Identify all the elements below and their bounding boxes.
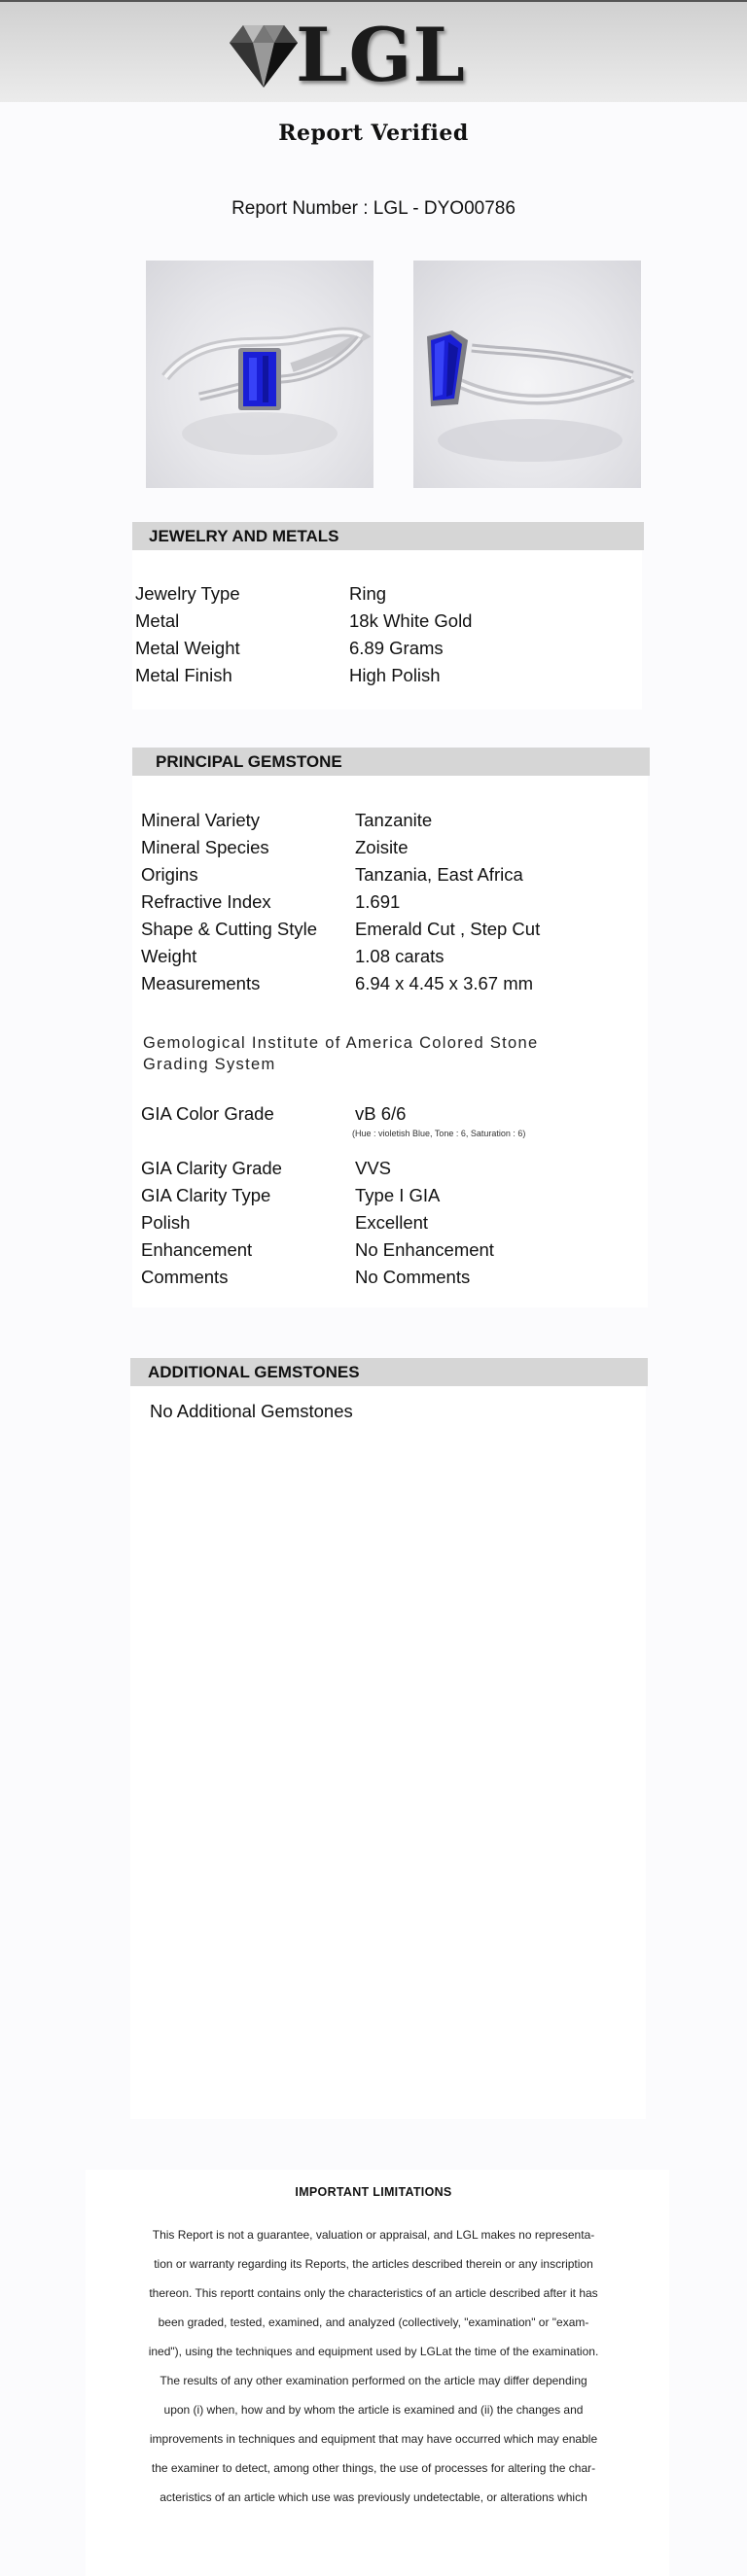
limitations-line: thereon. This reportt contains only the characteristics of an article described after it has	[149, 2286, 598, 2300]
shape-cut-label: Shape & Cutting Style	[141, 919, 317, 939]
limitations-line: ined"), using the techniques and equipment used by LGLat the time of the examination.	[148, 2345, 599, 2358]
metal-label: Metal	[135, 610, 180, 631]
lgl-logo[interactable]	[226, 12, 479, 98]
shape-cut-value: Emerald Cut , Step Cut	[355, 919, 541, 939]
ring-front-image	[146, 261, 374, 488]
limitations-line: acteristics of an article which use was previously undetectable, or alterations which	[160, 2490, 587, 2504]
refractive-index-label: Refractive Index	[141, 891, 271, 912]
metal-finish-value: High Polish	[349, 665, 441, 685]
mineral-variety-label: Mineral Variety	[141, 810, 261, 830]
gia-grading-system-title: Gemological Institute of America Colored Stone Grading System	[143, 1034, 539, 1073]
enhancement-value: No Enhancement	[355, 1239, 494, 1260]
metal-weight-label: Metal Weight	[135, 638, 240, 658]
measurements-label: Measurements	[141, 973, 261, 993]
comments-label: Comments	[141, 1267, 229, 1287]
diamond-icon	[226, 21, 302, 91]
weight-label: Weight	[141, 946, 197, 966]
jewelry-type-value: Ring	[349, 583, 387, 604]
jewelry-section-header: JEWELRY AND METALS	[132, 522, 644, 550]
clarity-grade-value: VVS	[355, 1158, 392, 1178]
ring-side-image	[413, 261, 641, 488]
clarity-type-value: Type I GIA	[355, 1185, 441, 1205]
enhancement-label: Enhancement	[141, 1239, 253, 1260]
measurements-value: 6.94 x 4.45 x 3.67 mm	[355, 973, 534, 993]
gia-color-grade-value: vB 6/6	[355, 1103, 407, 1124]
metal-weight-value: 6.89 Grams	[349, 638, 444, 658]
limitations-line: This Report is not a guarantee, valuation or appraisal, and LGL makes no representa-	[152, 2228, 595, 2242]
refractive-index-value: 1.691	[355, 891, 401, 912]
polish-label: Polish	[141, 1212, 191, 1233]
clarity-grade-label: GIA Clarity Grade	[141, 1158, 282, 1178]
metal-value: 18k White Gold	[349, 610, 473, 631]
limitations-line: improvements in techniques and equipment that may have occurred which may enable	[149, 2432, 598, 2446]
page-title: Report Verified	[278, 121, 469, 146]
limitations-line: The results of any other examination performed on the article may differ depending	[160, 2374, 587, 2387]
limitations-line: tion or warranty regarding its Reports, the articles described therein or any inscription	[154, 2257, 593, 2271]
metal-finish-label: Metal Finish	[135, 665, 232, 685]
ring-photo-front[interactable]	[146, 261, 374, 488]
clarity-type-label: GIA Clarity Type	[141, 1185, 271, 1205]
mineral-species-label: Mineral Species	[141, 837, 269, 857]
header-banner	[0, 0, 747, 104]
color-grade-note: (Hue : violetish Blue, Tone : 6, Saturation : 6)	[352, 1129, 526, 1138]
additional-gemstones-text: No Additional Gemstones	[150, 1401, 353, 1421]
mineral-species-value: Zoisite	[355, 837, 409, 857]
comments-value: No Comments	[355, 1267, 471, 1287]
ring-photo-side[interactable]	[413, 261, 641, 488]
jewelry-type-label: Jewelry Type	[135, 583, 240, 604]
additional-panel	[130, 1380, 646, 2119]
principal-section-header: PRINCIPAL GEMSTONE	[132, 748, 650, 776]
additional-section-header: ADDITIONAL GEMSTONES	[130, 1358, 648, 1386]
polish-value: Excellent	[355, 1212, 429, 1233]
origins-label: Origins	[141, 864, 198, 885]
limitations-line: been graded, tested, examined, and analyzed (collectively, "examination" or "exam-	[158, 2315, 589, 2329]
limitations-line: the examiner to detect, among other things, the use of processes for altering the char-	[151, 2461, 596, 2475]
mineral-variety-value: Tanzanite	[355, 810, 433, 830]
limitations-line: upon (i) when, how and by whom the article is examined and (ii) the changes and	[163, 2403, 584, 2417]
origins-value: Tanzania, East Africa	[355, 864, 523, 885]
logo-text: LGL	[296, 12, 466, 98]
limitations-title: IMPORTANT LIMITATIONS	[295, 2185, 452, 2199]
weight-value: 1.08 carats	[355, 946, 445, 966]
gia-color-grade-label: GIA Color Grade	[141, 1103, 274, 1124]
report-number: Report Number : LGL - DYO00786	[231, 198, 516, 219]
